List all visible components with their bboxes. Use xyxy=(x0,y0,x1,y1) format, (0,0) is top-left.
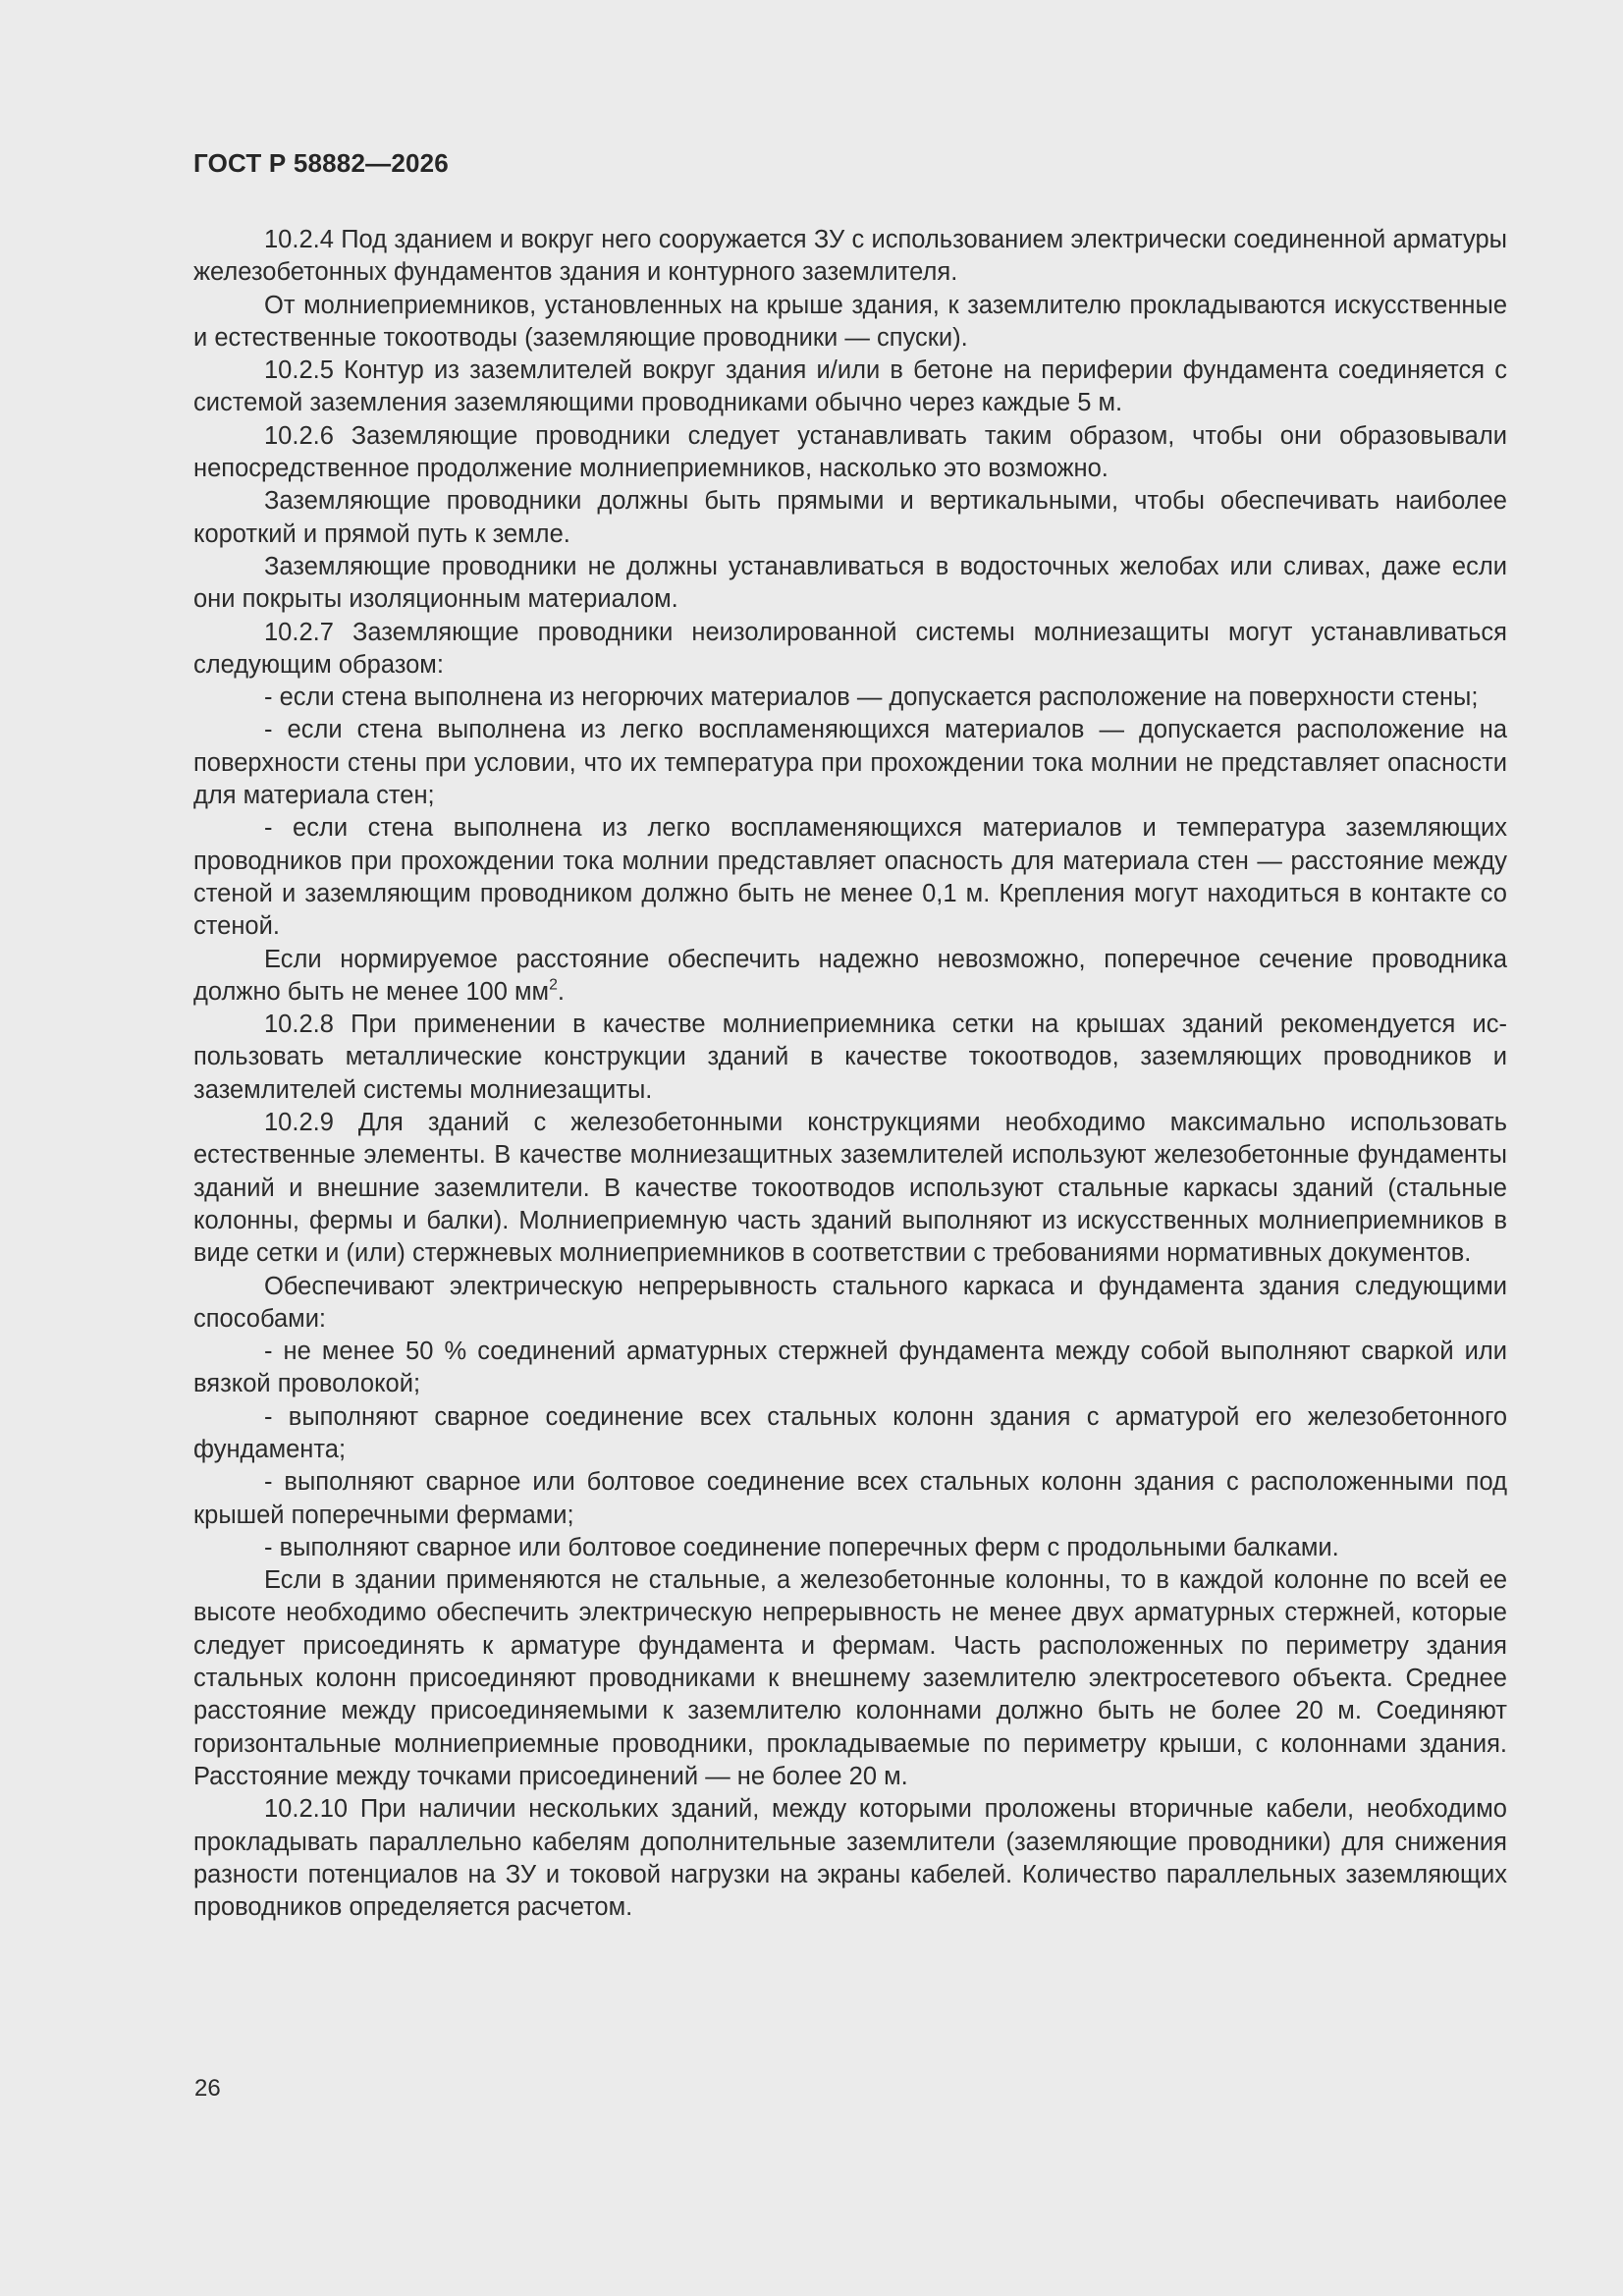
paragraph-text: Если нормируемое расстояние обеспечить надежно невозможно, поперечное сечение проводника должно быть не менее 100 мм xyxy=(193,945,1507,1006)
superscript: 2 xyxy=(549,976,558,994)
paragraph: Если в здании применяются не стальные, а железобетонные колонны, то в каждой колонне по всей ее высоте необходимо обеспечить электрическую непрерывность не менее двух арматурных стержней, которые следует присоединять к арматуре фундамента и фермам. Часть расположенных по периметру здания стальных колонн присоединяют проводниками к внешнему заземлителю электросетевого объекта. Среднее расстояние между присоединяемыми к заземлителю колоннами должно быть не более 20 м. Соединяют горизонтальные молниеприемные проводники, прокладываемые по периметру крыши, с колоннами здания. Расстояние между точками присоединений — не более 20 м. xyxy=(193,1566,1507,1790)
paragraph: 10.2.7 Заземляющие проводники неизолированной системы молниезащиты могут устанавливаться следующим образом: xyxy=(193,618,1507,679)
paragraph: - не менее 50 % соединений арматурных стержней фундамента между собой выполняют сваркой или вязкой проволокой; xyxy=(193,1338,1507,1398)
paragraph: - выполняют сварное соединение всех стальных колонн здания с арматурой его железобетонного фундамента; xyxy=(193,1402,1507,1463)
page-number: 26 xyxy=(194,2075,221,2102)
paragraph: - если стена выполнена из легко воспламеняющихся материалов — допускается расположение на поверхности стены при условии, что их температура при прохождении тока молнии не представляет опасности для материала стен; xyxy=(193,716,1507,810)
paragraph-with-superscript xyxy=(193,944,1507,1010)
document-body xyxy=(193,224,1507,1924)
paragraph: 10.2.8 При применении в качестве молниеприемника сетки на крышах зданий рекомендуется использовать металлические конструкции зданий в качестве токоотводов, заземляющих проводников и заземлителей системы молниезащиты. xyxy=(193,1011,1507,1104)
paragraph: 10.2.6 Заземляющие проводники следует устанавливать таким образом, чтобы они образовывали непосредственное продолжение молниеприемников, насколько это возможно. xyxy=(193,421,1507,483)
paragraph: - выполняют сварное или болтовое соединение поперечных ферм с продольными балками. xyxy=(264,1533,1339,1561)
paragraph: От молниеприемников, установленных на крыше здания, к заземлителю прокладываются искусственные и естественные токоотводы (заземляющие проводники — спуски). xyxy=(193,291,1507,352)
paragraph: Обеспечивают электрическую непрерывность стального каркаса и фундамента здания следующими способами: xyxy=(193,1272,1507,1333)
paragraph: 10.2.10 При наличии нескольких зданий, между которыми проложены вторичные кабели, необходимо прокладывать параллельно кабелям дополнительные заземлители (заземляющие проводники) для снижения разности потенциалов на ЗУ и токовой нагрузки на экраны кабелей. Количество параллельных заземляющих проводников определяется расчетом. xyxy=(193,1795,1507,1922)
document-header: ГОСТ Р 58882—2026 xyxy=(193,148,449,178)
paragraph: - выполняют сварное или болтовое соединение всех стальных колонн здания с расположенными под крышей поперечными фермами; xyxy=(193,1468,1507,1529)
paragraph: 10.2.9 Для зданий с железобетонными конструкциями необходимо максимально использовать естественные элементы. В качестве молниезащитных заземлителей используют железобетонные фундаменты зданий и внешние заземлители. В качестве токоотводов используют стальные каркасы зданий (стальные колонны, фермы и балки). Молниеприемную часть зданий выполняют из искусственных молниеприемников в виде сетки и (или) стержневых молниеприемников в соответствии с требованиями нормативных документов. xyxy=(193,1109,1507,1268)
paragraph: 10.2.5 Контур из заземлителей вокруг здания и/или в бетоне на периферии фундамента соединяется с системой заземления заземляющими проводниками обычно через каждые 5 м. xyxy=(193,356,1507,417)
paragraph: Заземляющие проводники не должны устанавливаться в водосточных желобах или сливах, даже если они покрыты изоляционным материалом. xyxy=(193,552,1507,614)
paragraph: - если стена выполнена из легко воспламеняющихся материалов и температура заземляющих проводников при прохождении тока молнии представляет опасность для материала стен — расстояние между стеной и заземляющим проводником должно быть не менее 0,1 м. Крепления могут находиться в контакте со стеной. xyxy=(193,814,1507,941)
paragraph: Заземляющие проводники должны быть прямыми и вертикальными, чтобы обеспечивать наиболее короткий и прямой путь к земле. xyxy=(193,487,1507,548)
paragraph: 10.2.4 Под зданием и вокруг него сооружается ЗУ с использованием электрически соединенной арматуры железобетонных фундаментов здания и контурного заземлителя. xyxy=(193,226,1507,287)
paragraph: - если стена выполнена из негорючих материалов — допускается расположение на поверхности стены; xyxy=(264,683,1479,712)
paragraph-tail: . xyxy=(557,977,565,1006)
